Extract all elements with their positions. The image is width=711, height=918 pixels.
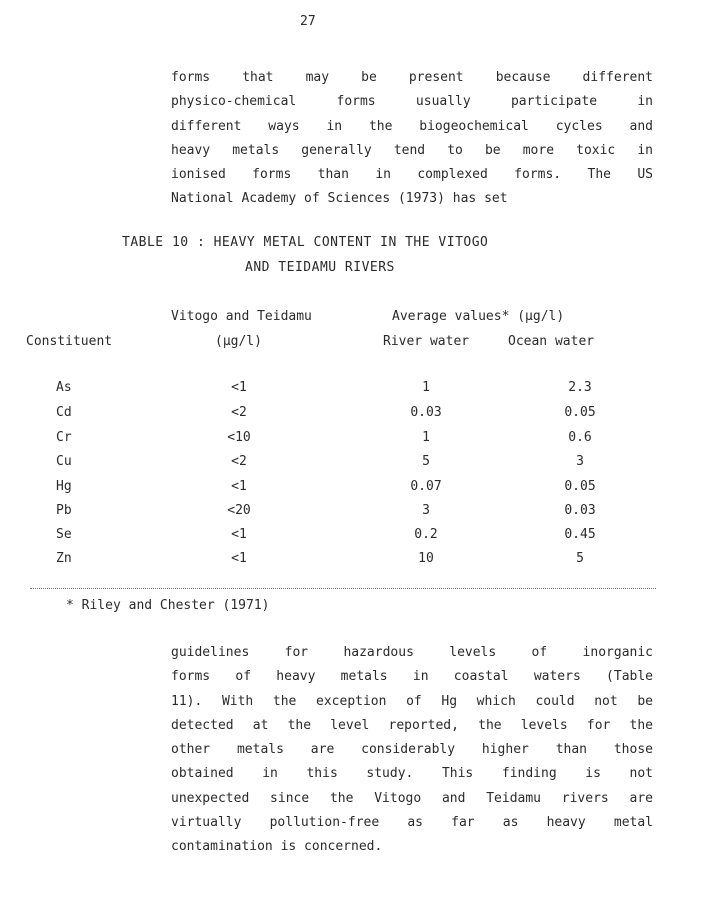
text-line: ionised forms than in complexed forms. The US bbox=[171, 167, 653, 183]
cell-ocean: 0.03 bbox=[564, 503, 596, 518]
cell-river: 0.2 bbox=[414, 527, 438, 542]
header-vitogo-unit: (µg/l) bbox=[215, 334, 262, 349]
cell-constituent: Cd bbox=[56, 405, 72, 420]
text-line: 11). With the exception of Hg which could not be bbox=[171, 693, 653, 709]
text-line: forms that may be present because different bbox=[171, 70, 653, 85]
cell-river: 3 bbox=[422, 503, 430, 518]
text-line: other metals are considerably higher than those bbox=[171, 742, 653, 758]
text-line: guidelines for hazardous levels of inorganic bbox=[171, 645, 653, 660]
cell-vitogo: <1 bbox=[231, 380, 247, 395]
cell-river: 5 bbox=[422, 454, 430, 469]
cell-constituent: Hg bbox=[56, 479, 72, 494]
paragraph-top bbox=[171, 66, 653, 212]
cell-river: 0.07 bbox=[410, 479, 442, 494]
cell-ocean: 0.05 bbox=[564, 405, 596, 420]
text-line: different ways in the biogeochemical cycles and bbox=[171, 118, 653, 134]
cell-ocean: 0.05 bbox=[564, 479, 596, 494]
cell-ocean: 2.3 bbox=[568, 380, 592, 395]
cell-vitogo: <2 bbox=[231, 405, 247, 420]
text-line: contamination is concerned. bbox=[171, 839, 383, 855]
cell-river: 1 bbox=[422, 380, 430, 395]
text-line: detected at the level reported, the levels for the bbox=[171, 717, 653, 733]
table-bottom-rule bbox=[30, 588, 656, 589]
cell-constituent: Se bbox=[56, 527, 72, 542]
text-line: National Academy of Sciences (1973) has set bbox=[171, 191, 508, 207]
text-line: heavy metals generally tend to be more toxic in bbox=[171, 142, 653, 158]
header-ocean-water: Ocean water bbox=[508, 334, 595, 349]
cell-constituent: Cr bbox=[56, 430, 72, 445]
cell-vitogo: <1 bbox=[231, 551, 247, 566]
cell-constituent: Cu bbox=[56, 454, 72, 469]
table-caption-line1: TABLE 10 : HEAVY METAL CONTENT IN THE VITOGO bbox=[122, 235, 489, 250]
cell-river: 0.03 bbox=[410, 405, 442, 420]
page-number: 27 bbox=[300, 14, 316, 29]
header-vitogo-teidamu: Vitogo and Teidamu bbox=[171, 309, 312, 324]
cell-vitogo: <10 bbox=[227, 430, 251, 445]
header-river-water: River water bbox=[383, 334, 470, 349]
table-caption-line2: AND TEIDAMU RIVERS bbox=[245, 260, 395, 275]
text-line: unexpected since the Vitogo and Teidamu rivers are bbox=[171, 790, 653, 806]
cell-vitogo: <1 bbox=[231, 527, 247, 542]
header-constituent: Constituent bbox=[26, 334, 113, 349]
cell-vitogo: <20 bbox=[227, 503, 251, 518]
table-footnote: * Riley and Chester (1971) bbox=[66, 598, 270, 613]
cell-constituent: Zn bbox=[56, 551, 72, 566]
cell-ocean: 3 bbox=[576, 454, 584, 469]
cell-constituent: As bbox=[56, 380, 72, 395]
cell-constituent: Pb bbox=[56, 503, 72, 518]
cell-vitogo: <2 bbox=[231, 454, 247, 469]
text-line: forms of heavy metals in coastal waters (Table bbox=[171, 669, 653, 685]
paragraph-bottom bbox=[171, 641, 653, 860]
header-average-values: Average values* (µg/l) bbox=[392, 309, 565, 324]
cell-ocean: 0.45 bbox=[564, 527, 596, 542]
cell-river: 10 bbox=[418, 551, 434, 566]
text-line: physico-chemical forms usually participate in bbox=[171, 94, 653, 110]
cell-vitogo: <1 bbox=[231, 479, 247, 494]
text-line: virtually pollution-free as far as heavy metal bbox=[171, 815, 653, 831]
cell-river: 1 bbox=[422, 430, 430, 445]
cell-ocean: 0.6 bbox=[568, 430, 592, 445]
text-line: obtained in this study. This finding is not bbox=[171, 766, 653, 782]
cell-ocean: 5 bbox=[576, 551, 584, 566]
